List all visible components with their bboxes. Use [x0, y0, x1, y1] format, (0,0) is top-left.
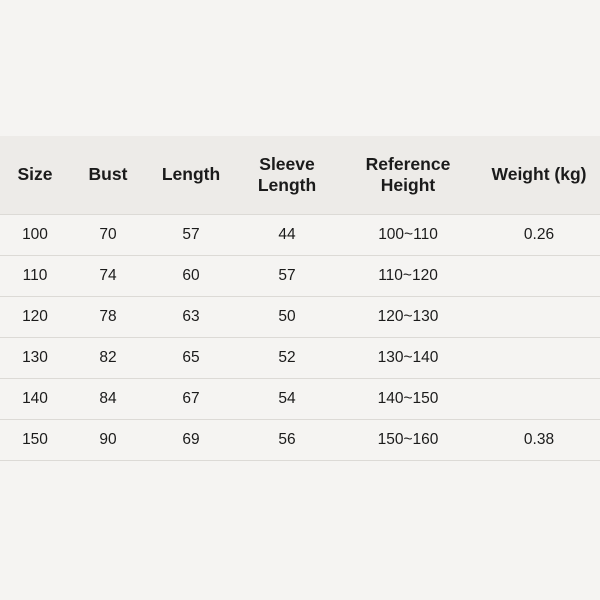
- cell-size: 150: [0, 420, 70, 461]
- cell-reference-height: 120~130: [338, 297, 478, 338]
- column-header-length: [146, 136, 236, 215]
- cell-bust: 90: [70, 420, 146, 461]
- cell-length: 60: [146, 256, 236, 297]
- cell-reference-height: 140~150: [338, 379, 478, 420]
- column-header-reference-height-line-2: Height: [380, 175, 436, 195]
- column-header-size-line-1: Size: [17, 164, 53, 185]
- cell-length: 69: [146, 420, 236, 461]
- column-header-sleeve-length-line-1: Sleeve: [259, 153, 315, 174]
- column-header-reference-height: [338, 136, 478, 215]
- cell-weight: 0.38: [478, 420, 600, 461]
- cell-length: 57: [146, 215, 236, 256]
- table-row: [0, 297, 600, 338]
- cell-bust: 82: [70, 338, 146, 379]
- cell-bust: 78: [70, 297, 146, 338]
- cell-length: 63: [146, 297, 236, 338]
- column-header-bust: [70, 136, 146, 215]
- column-header-weight-line-1: Weight (kg): [491, 164, 587, 185]
- table-row: [0, 420, 600, 461]
- cell-sleeve-length: 54: [236, 379, 338, 420]
- cell-bust: 74: [70, 256, 146, 297]
- cell-sleeve-length: 52: [236, 338, 338, 379]
- size-chart-table: [0, 136, 600, 461]
- cell-reference-height: 150~160: [338, 420, 478, 461]
- column-header-sleeve-length: [236, 136, 338, 215]
- column-header-reference-height-line-1: Reference: [365, 153, 451, 174]
- cell-size: 130: [0, 338, 70, 379]
- column-header-size: [0, 136, 70, 215]
- cell-size: 100: [0, 215, 70, 256]
- table-row: [0, 379, 600, 420]
- cell-sleeve-length: 57: [236, 256, 338, 297]
- cell-reference-height: 100~110: [338, 215, 478, 256]
- table-header-row: [0, 136, 600, 215]
- table-body: [0, 215, 600, 461]
- table-row: [0, 338, 600, 379]
- cell-sleeve-length: 56: [236, 420, 338, 461]
- table-header: [0, 136, 600, 215]
- cell-size: 110: [0, 256, 70, 297]
- cell-weight: [478, 338, 600, 379]
- cell-weight: 0.26: [478, 215, 600, 256]
- cell-length: 65: [146, 338, 236, 379]
- cell-length: 67: [146, 379, 236, 420]
- cell-reference-height: 130~140: [338, 338, 478, 379]
- table-row: [0, 256, 600, 297]
- cell-size: 140: [0, 379, 70, 420]
- size-chart-table-wrapper: [0, 136, 600, 461]
- cell-bust: 70: [70, 215, 146, 256]
- cell-sleeve-length: 50: [236, 297, 338, 338]
- cell-weight: [478, 379, 600, 420]
- cell-size: 120: [0, 297, 70, 338]
- column-header-bust-line-1: Bust: [88, 164, 128, 185]
- column-header-sleeve-length-line-2: Length: [257, 175, 317, 195]
- table-row: [0, 215, 600, 256]
- cell-reference-height: 110~120: [338, 256, 478, 297]
- column-header-length-line-1: Length: [161, 164, 221, 185]
- cell-sleeve-length: 44: [236, 215, 338, 256]
- cell-weight: [478, 256, 600, 297]
- cell-bust: 84: [70, 379, 146, 420]
- cell-weight: [478, 297, 600, 338]
- column-header-weight: [478, 136, 600, 215]
